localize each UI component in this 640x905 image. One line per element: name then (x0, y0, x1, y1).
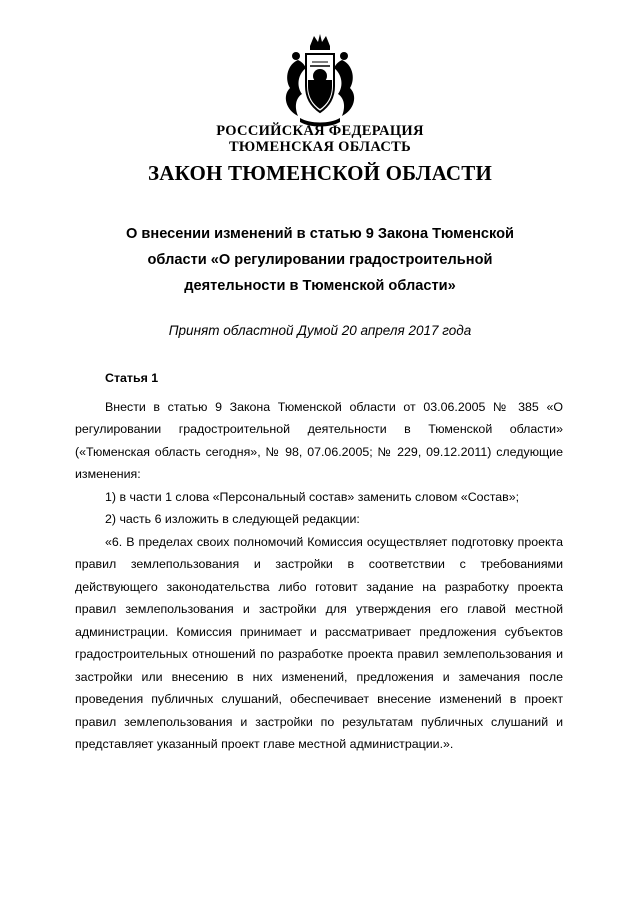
country-heading: РОССИЙСКАЯ ФЕДЕРАЦИЯ (216, 123, 424, 139)
article-paragraph: 1) в части 1 слова «Персональный состав» заменить словом «Состав»; (105, 489, 520, 504)
article-heading: Статья 1 (105, 371, 159, 385)
adoption-date: Принят областной Думой 20 апреля 2017 года (168, 323, 472, 338)
article-paragraph: Внести в статью 9 Закона Тюменской области от 03.06.2005 № 385 «О регулировании градостроительной деятельности в Тюменской области» («Тюменская область сегодня», № 98, 07.06.2005; № 229, 09.12.2011) следующие изменения: (75, 399, 563, 481)
law-title: О внесении изменений в статью 9 Закона Тюменской области «О регулировании градостроительной деятельности в Тюменской области» (126, 226, 514, 294)
article-body (75, 367, 563, 756)
article-paragraph: 2) часть 6 изложить в следующей редакции: (105, 512, 360, 526)
region-heading: ТЮМЕНСКАЯ ОБЛАСТЬ (228, 139, 412, 155)
article-paragraph: «6. В пределах своих полномочий Комиссия осуществляет подготовку проекта правил землепользования и застройки в соответствии с требованиями действующего законодательства либо готовит задание на разработку проекта правил землепользования и застройки для утверждения его главой местной администрации. Комиссия принимает и рассматривает предложения субъектов градостроительных отношений по разработке проекта правил землепользования и застройки или внесению в них изменений, предложения и замечания после проведения публичных слушаний, обеспечивает внесение изменений в проект правил землепользования и застройки по результатам публичных слушаний и представляет указанный проект главе местной администрации.». (75, 534, 563, 751)
document-type-heading: ЗАКОН ТЮМЕНСКОЙ ОБЛАСТИ (147, 161, 493, 185)
coat-of-arms-icon (270, 30, 370, 130)
